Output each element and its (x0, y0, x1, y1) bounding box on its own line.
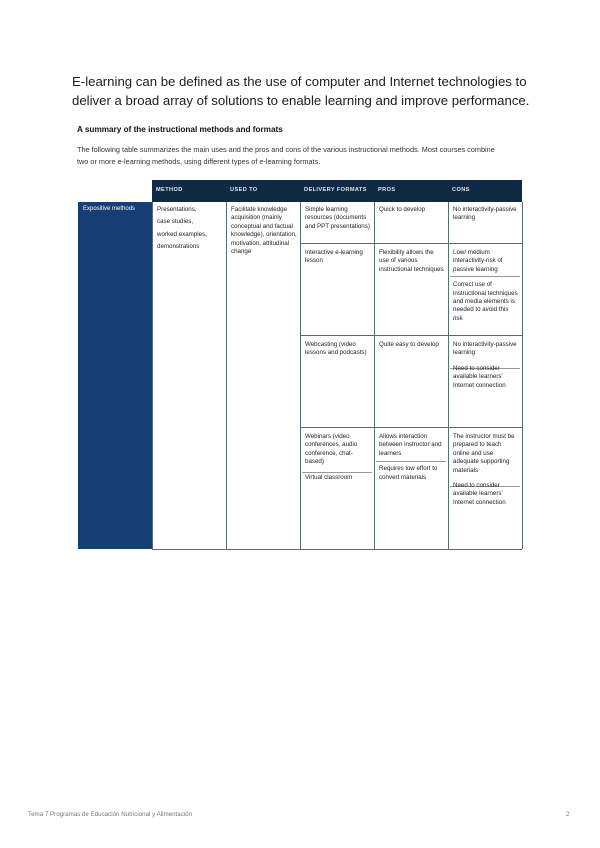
delivery-format-cell: Webcasting (video lessons and podcasts) (305, 341, 367, 357)
method-item: worked examples, (157, 230, 207, 238)
row-label-band (78, 202, 152, 549)
method-item: Presentations, (157, 206, 197, 213)
row-divider (300, 427, 522, 428)
header-cons: CONS (452, 187, 470, 193)
delivery-format-cell (305, 433, 371, 482)
pros-text: Allows interaction between instructor and learners (379, 433, 442, 457)
methods-cell (157, 206, 223, 256)
column-divider (448, 202, 449, 549)
cons-item: Need to consider available learners' Internet connection (453, 482, 506, 506)
pros-text: Requires low effort to convert materials (379, 465, 438, 481)
header-delivery-formats: DELIVERY FORMATS (304, 187, 367, 193)
pros-cell: Flexibility allows the use of various instructional techniques (379, 249, 444, 273)
footer-document-title: Tema 7 Programas de Educación Nutricional y Alimentación (28, 811, 193, 818)
header-used-to: USED TO (230, 187, 258, 193)
table-header-row (152, 180, 522, 202)
column-divider (300, 202, 301, 549)
row-divider (300, 335, 522, 336)
column-divider (226, 202, 227, 549)
header-method: METHOD (156, 187, 183, 193)
delivery-format-cell: Simple learning resources (documents and PPT presentations) (305, 206, 370, 230)
table-bottom-border (152, 549, 522, 550)
header-pros: PROS (378, 187, 396, 193)
method-item: case studies, (157, 218, 194, 226)
section-subheading: A summary of the instructional methods and formats (77, 125, 283, 134)
column-divider (152, 202, 153, 549)
footer-page-number: 2 (566, 811, 570, 818)
cons-cell (453, 433, 519, 507)
pros-cell: Quite easy to develop (379, 341, 439, 348)
cons-item: No interactivity-passive learning (453, 341, 517, 357)
method-item: demonstrations (157, 243, 200, 251)
cons-item: The instructor must be prepared to teach online and use adequate supporting materials (453, 433, 515, 474)
cons-item: Correct use of instructional techniques and media elements is needed to avoid this risk (453, 281, 518, 322)
pros-cell: Quick to develop (379, 206, 426, 213)
cons-cell (453, 341, 519, 390)
pros-cell (379, 433, 445, 482)
used-to-cell: Facilitate knowledge acquisition (mainly conceptual and factual knowledge), orientation, motivation, attitudinal change (231, 206, 297, 256)
column-divider (522, 202, 523, 549)
cons-item: No interactivity-passive learning (453, 206, 517, 222)
column-divider (374, 202, 375, 549)
intro-paragraph: E-learning can be defined as the use of computer and Internet technologies to deliver a broad array of solutions to enable learning and improve performance. (72, 74, 530, 108)
delivery-format-cell: Interactive e-learning lesson (305, 249, 363, 265)
delivery-format-text: Virtual classroom (305, 473, 353, 481)
cons-item: Need to consider available learners' Internet connection (453, 364, 506, 389)
cons-item: Low/ medium interactivity-risk of passive learning (453, 249, 503, 273)
cons-cell (453, 249, 519, 323)
section-description: The following table summarizes the main uses and the pros and cons of the various instructional methods. Most courses combine two or more e-learning methods, using different types of e-learning formats. (77, 145, 495, 166)
delivery-format-text: Webinars (video conferences, audio conference, chat-based) (305, 433, 358, 466)
row-divider (300, 243, 522, 244)
cons-cell (453, 206, 519, 223)
row-label: Expositive methods (83, 206, 136, 212)
